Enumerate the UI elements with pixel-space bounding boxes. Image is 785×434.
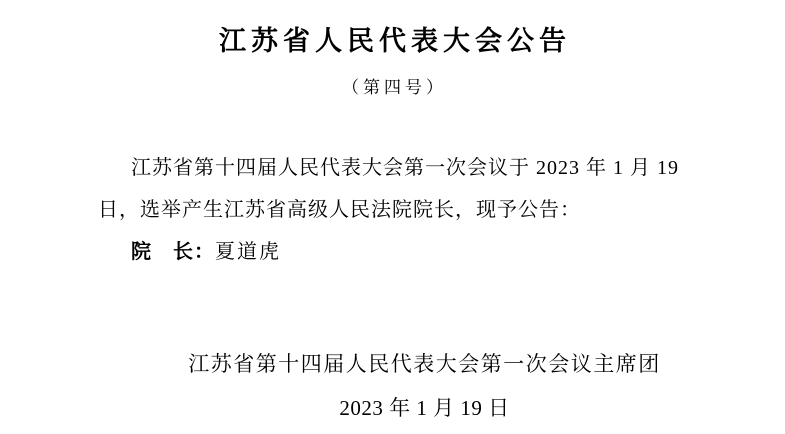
body-line-1: 江苏省第十四届人民代表大会第一次会议于 2023 年 1 月 19 [131,157,679,179]
appointee-name: 夏道虎 [215,241,281,263]
position-label: 院 长： [131,241,215,263]
body-paragraph [98,147,708,273]
signature-block [0,342,785,430]
appointment-line [98,231,708,273]
date-line: 2023 年 1 月 19 日 [339,396,510,420]
issuer-line: 江苏省第十四届人民代表大会第一次会议主席团 [188,352,661,376]
body-line-2: 日，选举产生江苏省高级人民法院院长，现予公告： [98,199,581,221]
page-title: 江苏省人民代表大会公告 [219,26,571,56]
issue-number: （第四号） [342,78,447,97]
